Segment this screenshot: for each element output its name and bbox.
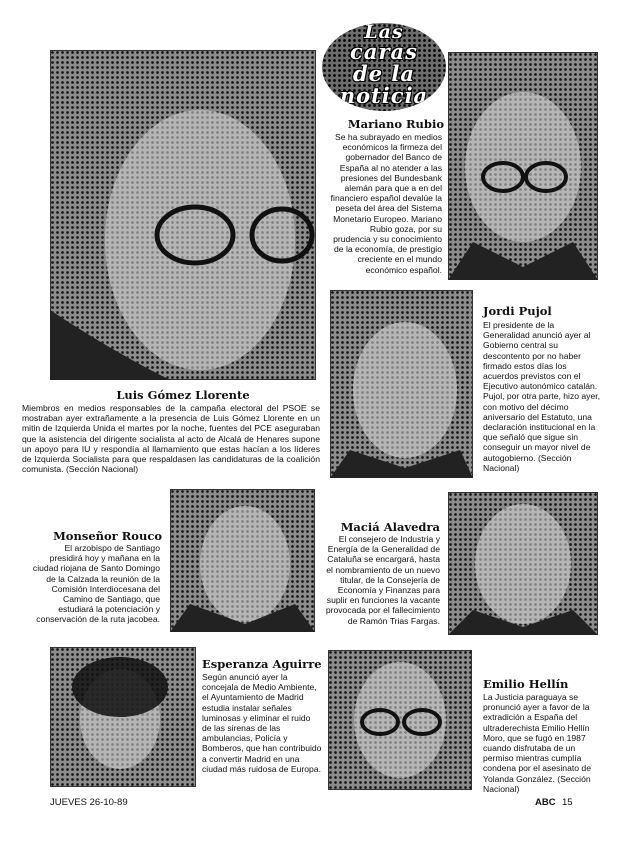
footer-date: JUEVES 26-10-89 bbox=[50, 797, 128, 808]
article-name-alavedra: Maciá Alavedra bbox=[340, 520, 440, 534]
article-name-hellin: Emilio Hellín bbox=[483, 677, 569, 691]
article-text-alavedra: El consejero de Industria y Energía de la Generalidad de Cataluña se encargará, hasta el nombramiento de un nuevo titular, de la Consejería de Economía y Finanzas para suplir en funciones la vacante provocada por el fallecimiento de Ramón Trias Fargas. bbox=[325, 534, 440, 626]
section-title-line: de la bbox=[353, 61, 415, 86]
article-text-rubio: Se ha subrayado en medios económicos la firmeza del gobernador del Banco de España al no atender a las presiones del Bundesbank alemán para que a en del financiero español devalúe la peseta del área del Sistema Monetario Europeo. Mariano Rubio goza, por su prudencia y su conocimiento de la economía, de prestigio creciente en el mundo económico español. bbox=[330, 132, 442, 275]
article-text-rouco: El arzobispo de Santiago presidirá hoy y mañana en la ciudad riojana de Santo Domingo de la Calzada la reunión de la Comisión Interdiocesana del Camino de Santiago, que estudiará la potenciación y conservación de la ruta jacobea. bbox=[32, 543, 160, 625]
article-name-gomez-llorente: Luis Gómez Llorente bbox=[116, 388, 250, 402]
section-title-badge bbox=[322, 23, 446, 111]
photo-aguirre bbox=[50, 647, 196, 787]
footer-publication: ABC bbox=[535, 797, 556, 808]
photo-gomez-llorente bbox=[50, 50, 316, 380]
article-text-aguirre: Según anunció ayer la concejala de Medio Ambiente, el Ayuntamiento de Madrid estudia instalar señales luminosas y eliminar el ruido de las sirenas de las ambulancias, Policía y Bomberos, que han contribuido a convertir Madrid en una ciudad más ruidosa de Europa. bbox=[202, 672, 322, 774]
article-text-hellin: La Justicia paraguaya se pronunció ayer a favor de la extradición a España del ultraderechista Emilio Hellín Moro, que se fugó en 1987 cuando disfrutaba de un permiso mientras cumplía condena por el asesinato de Yolanda González. (Sección Nacional) bbox=[483, 692, 591, 794]
section-title-line: Las bbox=[364, 23, 404, 43]
portrait-photo-icon bbox=[170, 489, 315, 632]
portrait-photo-icon bbox=[448, 52, 598, 280]
portrait-photo-icon bbox=[50, 50, 316, 380]
photo-rubio bbox=[448, 52, 598, 280]
article-name-pujol: Jordi Pujol bbox=[483, 304, 552, 318]
article-text-pujol: El presidente de la Generalidad anunció ayer al Gobierno central su descontento por no haber firmado estos días los acuerdos previstos con el Ejecutivo autonómico catalán. Pujol, por otra parte, hizo ayer, con motivo del décimo aniversario del Estatuto, una declaración institucional en la que señaló que sigue sin conseguir un mayor nivel de autogobierno. (Sección Nacional) bbox=[483, 320, 601, 473]
article-name-rubio: Mariano Rubio bbox=[347, 117, 444, 131]
portrait-photo-icon bbox=[328, 650, 472, 790]
article-name-aguirre: Esperanza Aguirre bbox=[202, 657, 322, 671]
article-text-gomez-llorente: Miembros en medios responsables de la campaña electoral del PSOE se mostraban ayer extrañamente a la presencia de Luis Gómez Llorente en un mitin de Izquierda Unida el martes por la noche, fuentes del PCE aseguraban que la asistencia del dirigente socialista al acto de Alcalá de Henares supone un apoyo para IU y respondía al llamamiento que estas hacían a los líderes de Izquierda Socialista para que respaldasen las candidaturas de la coalición comunista. (Sección Nacional) bbox=[22, 403, 320, 475]
section-title-line: caras bbox=[350, 39, 418, 64]
portrait-photo-icon bbox=[50, 647, 196, 787]
photo-hellin bbox=[328, 650, 472, 790]
photo-alavedra bbox=[448, 492, 598, 635]
portrait-photo-icon bbox=[330, 290, 473, 478]
portrait-photo-icon bbox=[448, 492, 598, 635]
article-name-rouco: Monseñor Rouco bbox=[53, 529, 162, 543]
section-title-line: noticia bbox=[339, 83, 429, 108]
footer-page-number: 15 bbox=[562, 797, 573, 808]
photo-rouco bbox=[170, 489, 315, 632]
photo-pujol bbox=[330, 290, 473, 478]
